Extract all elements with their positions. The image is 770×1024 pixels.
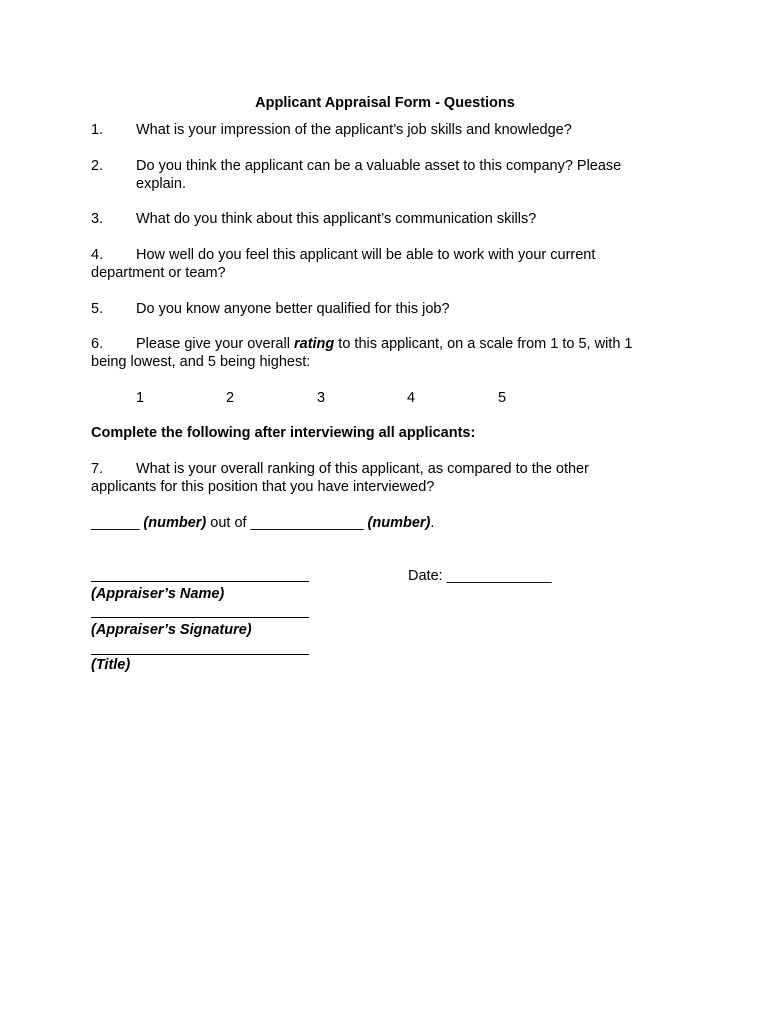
appraiser-name-line[interactable] [91,581,309,582]
ranking-line [91,514,434,532]
rating-option-1: 1 [136,390,145,406]
section-heading: Complete the following after interviewing all applicants: [91,425,476,441]
rating-option-3: 3 [317,390,326,406]
question-6-text-line1 [136,335,632,353]
out-of-text: out of [206,515,251,531]
question-3-number: 3. [91,211,104,227]
question-2-number: 2. [91,158,104,174]
appraiser-name-label: (Appraiser’s Name) [91,586,225,602]
total-blank[interactable]: ______________ [250,515,364,531]
appraiser-signature-label: (Appraiser’s Signature) [91,622,252,638]
question-1-number: 1. [91,122,104,138]
question-6-text-line2: being lowest, and 5 being highest: [91,354,311,370]
question-2-text-line2: explain. [136,176,186,192]
ranking-period: . [430,515,435,531]
rank-blank[interactable]: ______ [91,515,140,531]
rating-emphasis: rating [293,336,335,352]
question-6-post: to this applicant, on a scale from 1 to 5, with 1 [334,336,633,352]
question-2-text-line1: Do you think the applicant can be a valuable asset to this company? Please [136,158,622,174]
title-label: (Title) [91,657,131,673]
rating-option-2: 2 [226,390,235,406]
question-6-pre: Please give your overall [136,336,294,352]
question-4-text-line1: How well do you feel this applicant will be able to work with your current [136,247,596,263]
form-title: Applicant Appraisal Form - Questions [255,95,515,111]
total-number-label: (number) [367,515,431,531]
question-6-number: 6. [91,336,104,352]
date-blank[interactable]: _____________ [446,568,552,584]
date-label: Date: [408,568,447,584]
question-4-number: 4. [91,247,104,263]
appraiser-signature-line[interactable] [91,617,309,618]
question-7-text-line1: What is your overall ranking of this applicant, as compared to the other [136,461,589,477]
question-4-text-line2: department or team? [91,265,226,281]
question-7-number: 7. [91,461,104,477]
rating-option-5: 5 [498,390,507,406]
question-7-text-line2: applicants for this position that you have interviewed? [91,479,435,495]
question-1-text: What is your impression of the applicant’s job skills and knowledge? [136,122,572,138]
question-3-text: What do you think about this applicant’s communication skills? [136,211,537,227]
rating-option-4: 4 [407,390,416,406]
date-field [408,567,552,585]
question-5-text: Do you know anyone better qualified for this job? [136,301,450,317]
question-5-number: 5. [91,301,104,317]
rank-number-label: (number) [143,515,207,531]
title-line[interactable] [91,654,309,655]
